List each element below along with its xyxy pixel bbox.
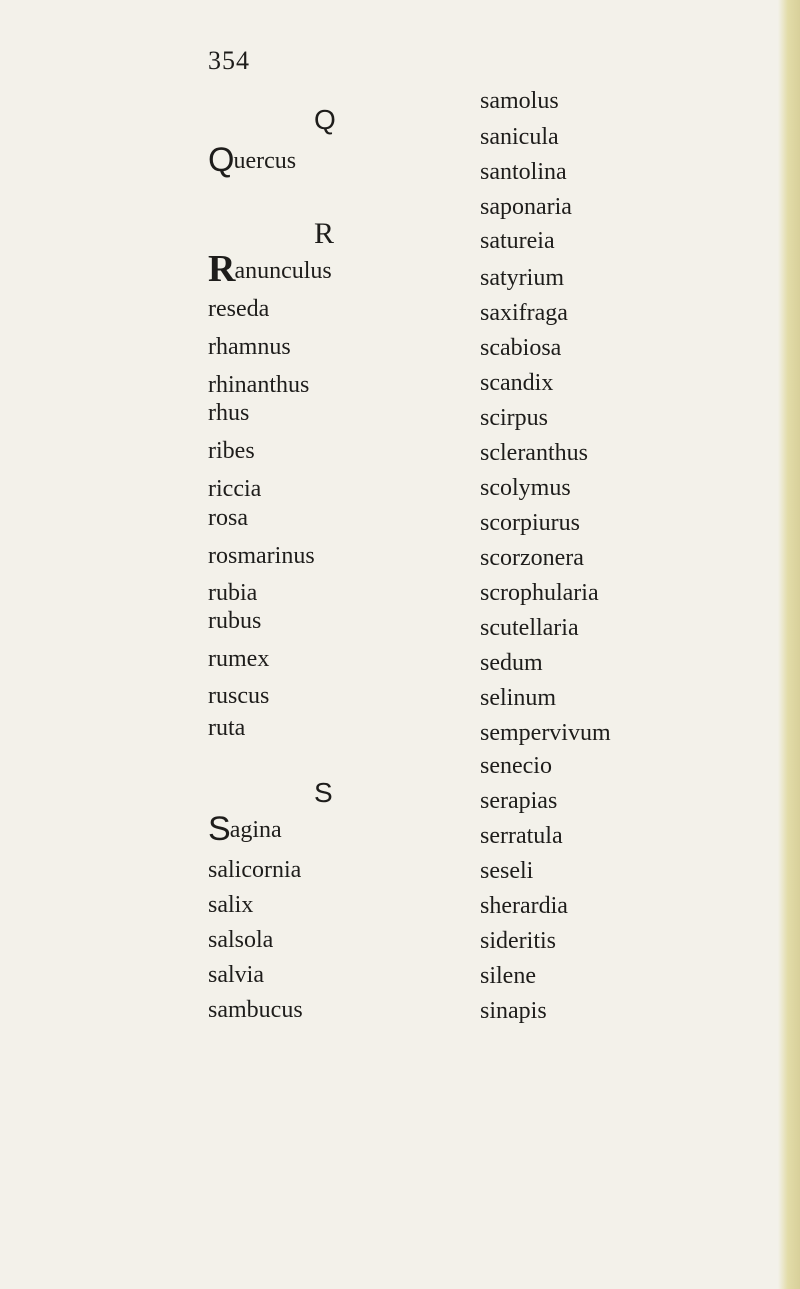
index-entry: santolina	[480, 159, 567, 185]
index-entry: sempervivum	[480, 720, 611, 746]
index-entry: riccia	[208, 476, 262, 502]
section-letter-s: S	[314, 777, 333, 808]
index-entry: samolus	[480, 88, 559, 114]
section-letter-r: R	[314, 217, 335, 250]
index-entry: ruscus	[208, 683, 270, 709]
index-entry: scrophularia	[480, 580, 599, 606]
index-entry: sambucus	[208, 997, 303, 1023]
drop-initial: Q	[208, 141, 235, 179]
index-entry: scorpiurus	[480, 510, 580, 536]
index-entry: selinum	[480, 685, 556, 711]
index-entry: salix	[208, 892, 254, 918]
index-entry: scirpus	[480, 405, 548, 431]
index-entry-quercus	[208, 141, 297, 179]
index-entry: seseli	[480, 858, 534, 884]
index-entry: serratula	[480, 823, 563, 849]
index-entry: sinapis	[480, 998, 547, 1024]
index-entry: saxifraga	[480, 300, 568, 326]
index-entry: satureia	[480, 228, 555, 254]
index-entry: reseda	[208, 296, 270, 322]
index-entry: sherardia	[480, 893, 568, 919]
index-entry: rhinanthus	[208, 372, 310, 398]
entry-text: uercus	[233, 148, 297, 174]
index-entry: salsola	[208, 927, 274, 953]
index-entry: senecio	[480, 753, 552, 779]
index-entry: rhus	[208, 400, 250, 426]
index-entry: scleranthus	[480, 440, 588, 466]
index-entry: salicornia	[208, 857, 302, 883]
index-entry: rubus	[208, 608, 262, 634]
index-entry: silene	[480, 963, 536, 989]
index-entry: rubia	[208, 580, 258, 606]
index-entry: scabiosa	[480, 335, 562, 361]
entry-text: agina	[229, 817, 282, 843]
index-entry: scorzonera	[480, 545, 584, 571]
index-entry: scutellaria	[480, 615, 579, 641]
index-entry: serapias	[480, 788, 558, 814]
index-entry: rosmarinus	[208, 543, 315, 569]
drop-initial: S	[208, 810, 231, 848]
index-entry: sanicula	[480, 124, 559, 150]
index-entry: scolymus	[480, 475, 571, 501]
index-entry: saponaria	[480, 194, 572, 220]
index-entry: sideritis	[480, 928, 556, 954]
index-entry: sedum	[480, 650, 543, 676]
entry-text: anunculus	[234, 258, 332, 284]
index-entry: rhamnus	[208, 334, 291, 360]
index-entry: rosa	[208, 505, 248, 531]
index-entry: satyrium	[480, 265, 564, 291]
index-entry-ranunculus	[208, 248, 332, 290]
drop-initial: R	[208, 248, 236, 290]
index-entry: salvia	[208, 962, 264, 988]
index-entry: ruta	[208, 715, 246, 741]
index-entry: rumex	[208, 646, 270, 672]
section-letter-q: Q	[314, 104, 336, 135]
page-number: 354	[208, 46, 250, 75]
index-entry: scandix	[480, 370, 554, 396]
page-edge-shading	[778, 0, 800, 1289]
index-entry-sagina	[208, 810, 282, 848]
index-entry: ribes	[208, 438, 255, 464]
